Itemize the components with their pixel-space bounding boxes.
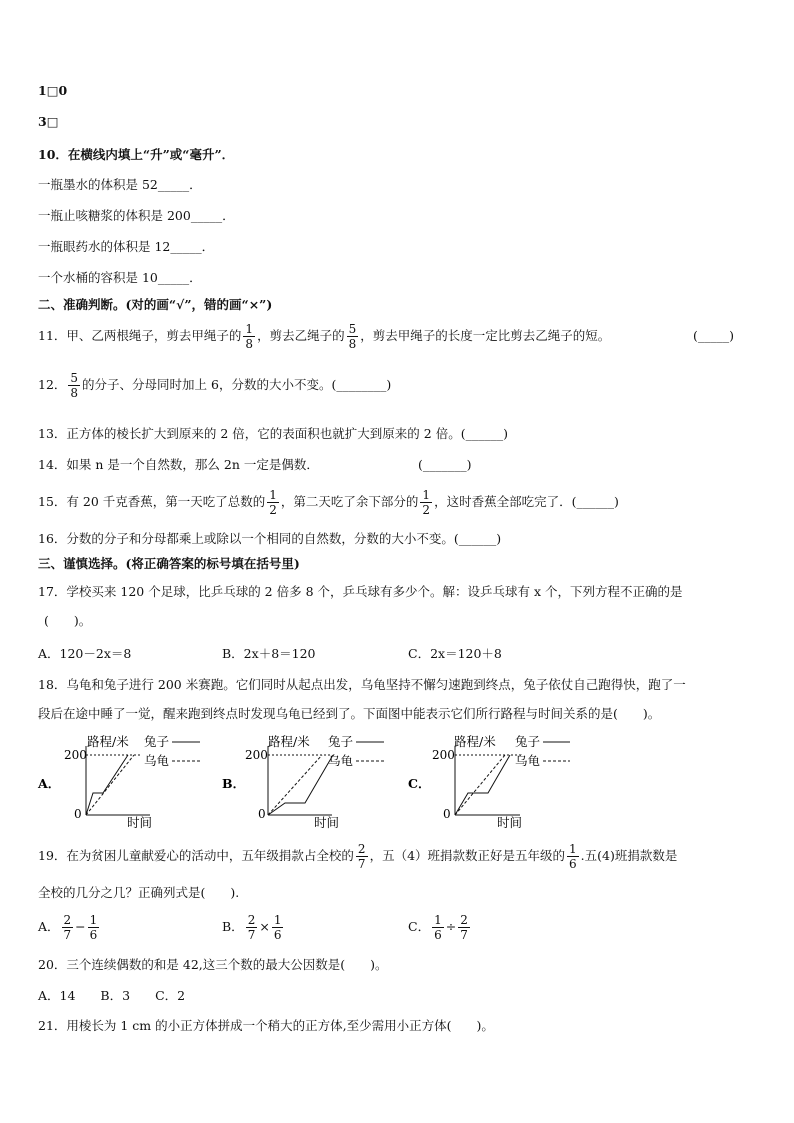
fraction-numerator: 1 [89, 913, 98, 927]
origin-label: 0 [443, 807, 451, 821]
fraction-denominator: 7 [247, 928, 256, 942]
option-letter: C． [408, 919, 431, 934]
q17-option-b: B．2x＋8＝120 [222, 646, 316, 661]
q17-answer-paren: ( )。 [44, 613, 92, 628]
q11-text-c: ，剪去甲绳子的长度一定比剪去乙绳子的短。 [360, 328, 611, 343]
fraction-numerator: 1 [273, 913, 282, 927]
q19-line-1 [38, 840, 677, 872]
q18-line-1: 18．乌龟和兔子进行 200 米赛跑。它们同时从起点出发，乌龟坚持不懈匀速跑到终点，兔子依仗自己跑得快，跑了一 [38, 677, 686, 692]
fraction-5-8 [347, 322, 359, 351]
q18-graph-b [222, 734, 384, 830]
fraction-numerator: 1 [269, 488, 277, 502]
graph-option-label-b: B． [222, 776, 246, 791]
rabbit-path [455, 755, 510, 815]
q19-option-c [408, 912, 472, 942]
fraction-1-6 [432, 913, 444, 942]
q19-text-c: .五(4)班捐款数是 [580, 848, 678, 863]
y-axis-max: 200 [64, 748, 87, 762]
graph-option-label-a: A． [38, 776, 61, 791]
fraction-2-7 [62, 913, 74, 942]
q11-text-b: ，剪去乙绳子的 [257, 328, 345, 343]
q14-answer-paren: (_______) [418, 457, 472, 472]
fraction-2-7 [458, 913, 470, 942]
line-3: 3□ [38, 114, 59, 129]
q10-item-eyedrops: 一瓶眼药水的体积是 12_____． [38, 239, 215, 254]
legend-rabbit: 兔子 [144, 734, 170, 749]
rabbit-path [86, 755, 128, 815]
q19-line-2: 全校的几分之几？正确列式是( ). [38, 885, 240, 900]
graph-y-label: 路程/米 [87, 734, 129, 749]
fraction-denominator: 7 [460, 928, 468, 942]
q17: 17．学校买来 120 个足球，比乒乓球的 2 倍多 8 个，乒乓球有多少个。解：设乒乓球有 x 个，下列方程不正确的是 [38, 584, 683, 599]
q19-option-b [222, 912, 285, 942]
fraction-denominator: 7 [63, 928, 72, 942]
fraction-numerator: 1 [245, 322, 254, 336]
fraction-numerator: 2 [63, 913, 72, 927]
q14: 14．如果 n 是一个自然数，那么 2n 一定是偶数． [38, 457, 319, 472]
operator: − [75, 919, 86, 934]
fraction-2-7 [356, 842, 368, 871]
q18-graph-c [408, 734, 570, 830]
q11-text-a: 11．甲、乙两根绳子，剪去甲绳子的 [38, 328, 242, 343]
q11 [38, 321, 610, 351]
graph-y-label: 路程/米 [454, 734, 496, 749]
section-3-heading: 三、谨慎选择。(将正确答案的标号填在括号里) [38, 556, 300, 571]
q19-option-a [38, 912, 101, 942]
fraction-numerator: 1 [569, 842, 577, 856]
line-1-0: 1□0 [38, 83, 68, 98]
q11-answer-paren: (_____) [693, 328, 735, 343]
fraction-1-6 [272, 913, 284, 942]
q19-text-b: ，五（4）班捐款数正好是五年级的 [369, 848, 566, 863]
fraction-numerator: 1 [422, 488, 431, 502]
fraction-1-2 [420, 488, 432, 517]
operator: × [259, 919, 270, 934]
fraction-denominator: 6 [273, 928, 282, 942]
y-axis-max: 200 [245, 748, 268, 762]
origin-label: 0 [74, 807, 82, 821]
turtle-path [455, 755, 505, 815]
graph-x-label: 时间 [497, 815, 523, 830]
fraction-2-7 [246, 913, 258, 942]
fraction-denominator: 8 [70, 386, 79, 400]
q10-item-bucket: 一个水桶的容积是 10_____． [38, 270, 202, 285]
legend-rabbit: 兔子 [515, 734, 541, 749]
q15 [38, 487, 619, 517]
q17-option-c: C．2x＝120＋8 [408, 646, 502, 661]
option-letter: B． [222, 919, 244, 934]
q15-text-a: 15．有 20 千克香蕉，第一天吃了总数的 [38, 494, 266, 509]
graph-x-label: 时间 [127, 815, 153, 830]
fraction-numerator: 5 [348, 322, 357, 336]
fraction-1-6 [88, 913, 100, 942]
turtle-path [268, 755, 322, 815]
fraction-denominator: 6 [89, 928, 98, 942]
fraction-denominator: 7 [357, 857, 366, 871]
q15-text-b: ，第二天吃了余下部分的 [280, 494, 419, 509]
q10-item-ink: 一瓶墨水的体积是 52_____． [38, 177, 202, 192]
q10-title: 10．在横线内填上“升”或“毫升”． [38, 147, 235, 162]
graph-x-label: 时间 [314, 815, 340, 830]
fraction-1-2 [267, 488, 279, 517]
q13: 13．正方体的棱长扩大到原来的 2 倍，它的表面积也就扩大到原来的 2 倍。(______) [38, 426, 508, 441]
legend-rabbit: 兔子 [328, 734, 354, 749]
fraction-numerator: 2 [460, 913, 468, 927]
fraction-denominator: 6 [434, 928, 442, 942]
q21: 21．用棱长为 1 cm 的小正方体拼成一个稍大的正方体,至少需用小正方体( )。 [38, 1018, 494, 1033]
section-2-heading: 二、准确判断。(对的画“√”，错的画“×”) [38, 297, 273, 312]
q20: 20．三个连续偶数的和是 42,这三个数的最大公因数是( )。 [38, 957, 388, 972]
q20-options: A．14 B．3 C．2 [38, 988, 186, 1003]
fraction-numerator: 5 [70, 371, 79, 385]
fraction-1-8 [243, 322, 255, 351]
turtle-path [86, 755, 134, 815]
fraction-denominator: 8 [245, 337, 254, 351]
q15-text-c: ，这时香蕉全部吃完了．(______) [434, 494, 619, 509]
q12 [38, 370, 391, 400]
legend-turtle: 乌龟 [144, 753, 170, 768]
q18-graphs [0, 730, 794, 830]
q12-number: 12． [38, 377, 67, 392]
fraction-denominator: 2 [422, 503, 431, 517]
q17-option-a: A．120－2x＝8 [38, 646, 132, 661]
q19-text-a: 19．在为贫困儿童献爱心的活动中，五年级捐款占全校的 [38, 848, 354, 863]
option-letter: A． [38, 919, 60, 934]
q18-graph-a [37, 734, 200, 830]
q12-text: 的分子、分母同时加上 6，分数的大小不变。(________) [82, 377, 392, 392]
fraction-1-6 [567, 842, 579, 871]
legend-turtle: 乌龟 [515, 753, 541, 768]
origin-label: 0 [258, 807, 266, 821]
fraction-numerator: 2 [247, 913, 256, 927]
q10-item-syrup: 一瓶止咳糖浆的体积是 200_____． [38, 208, 235, 223]
q16: 16．分数的分子和分母都乘上或除以一个相同的自然数，分数的大小不变。(______) [38, 531, 502, 546]
operator: ÷ [445, 919, 457, 934]
fraction-denominator: 6 [569, 857, 577, 871]
fraction-5-8 [68, 371, 80, 400]
graph-y-label: 路程/米 [268, 734, 310, 749]
fraction-denominator: 8 [348, 337, 357, 351]
y-axis-max: 200 [432, 748, 455, 762]
fraction-numerator: 1 [434, 913, 442, 927]
rabbit-path [268, 755, 333, 815]
fraction-numerator: 2 [357, 842, 366, 856]
fraction-denominator: 2 [269, 503, 277, 517]
graph-option-label-c: C． [408, 776, 431, 791]
legend-turtle: 乌龟 [328, 753, 354, 768]
q18-line-2: 段后在途中睡了一觉，醒来跑到终点时发现乌龟已经到了。下面图中能表示它们所行路程与时间关系的是( )。 [38, 706, 661, 721]
